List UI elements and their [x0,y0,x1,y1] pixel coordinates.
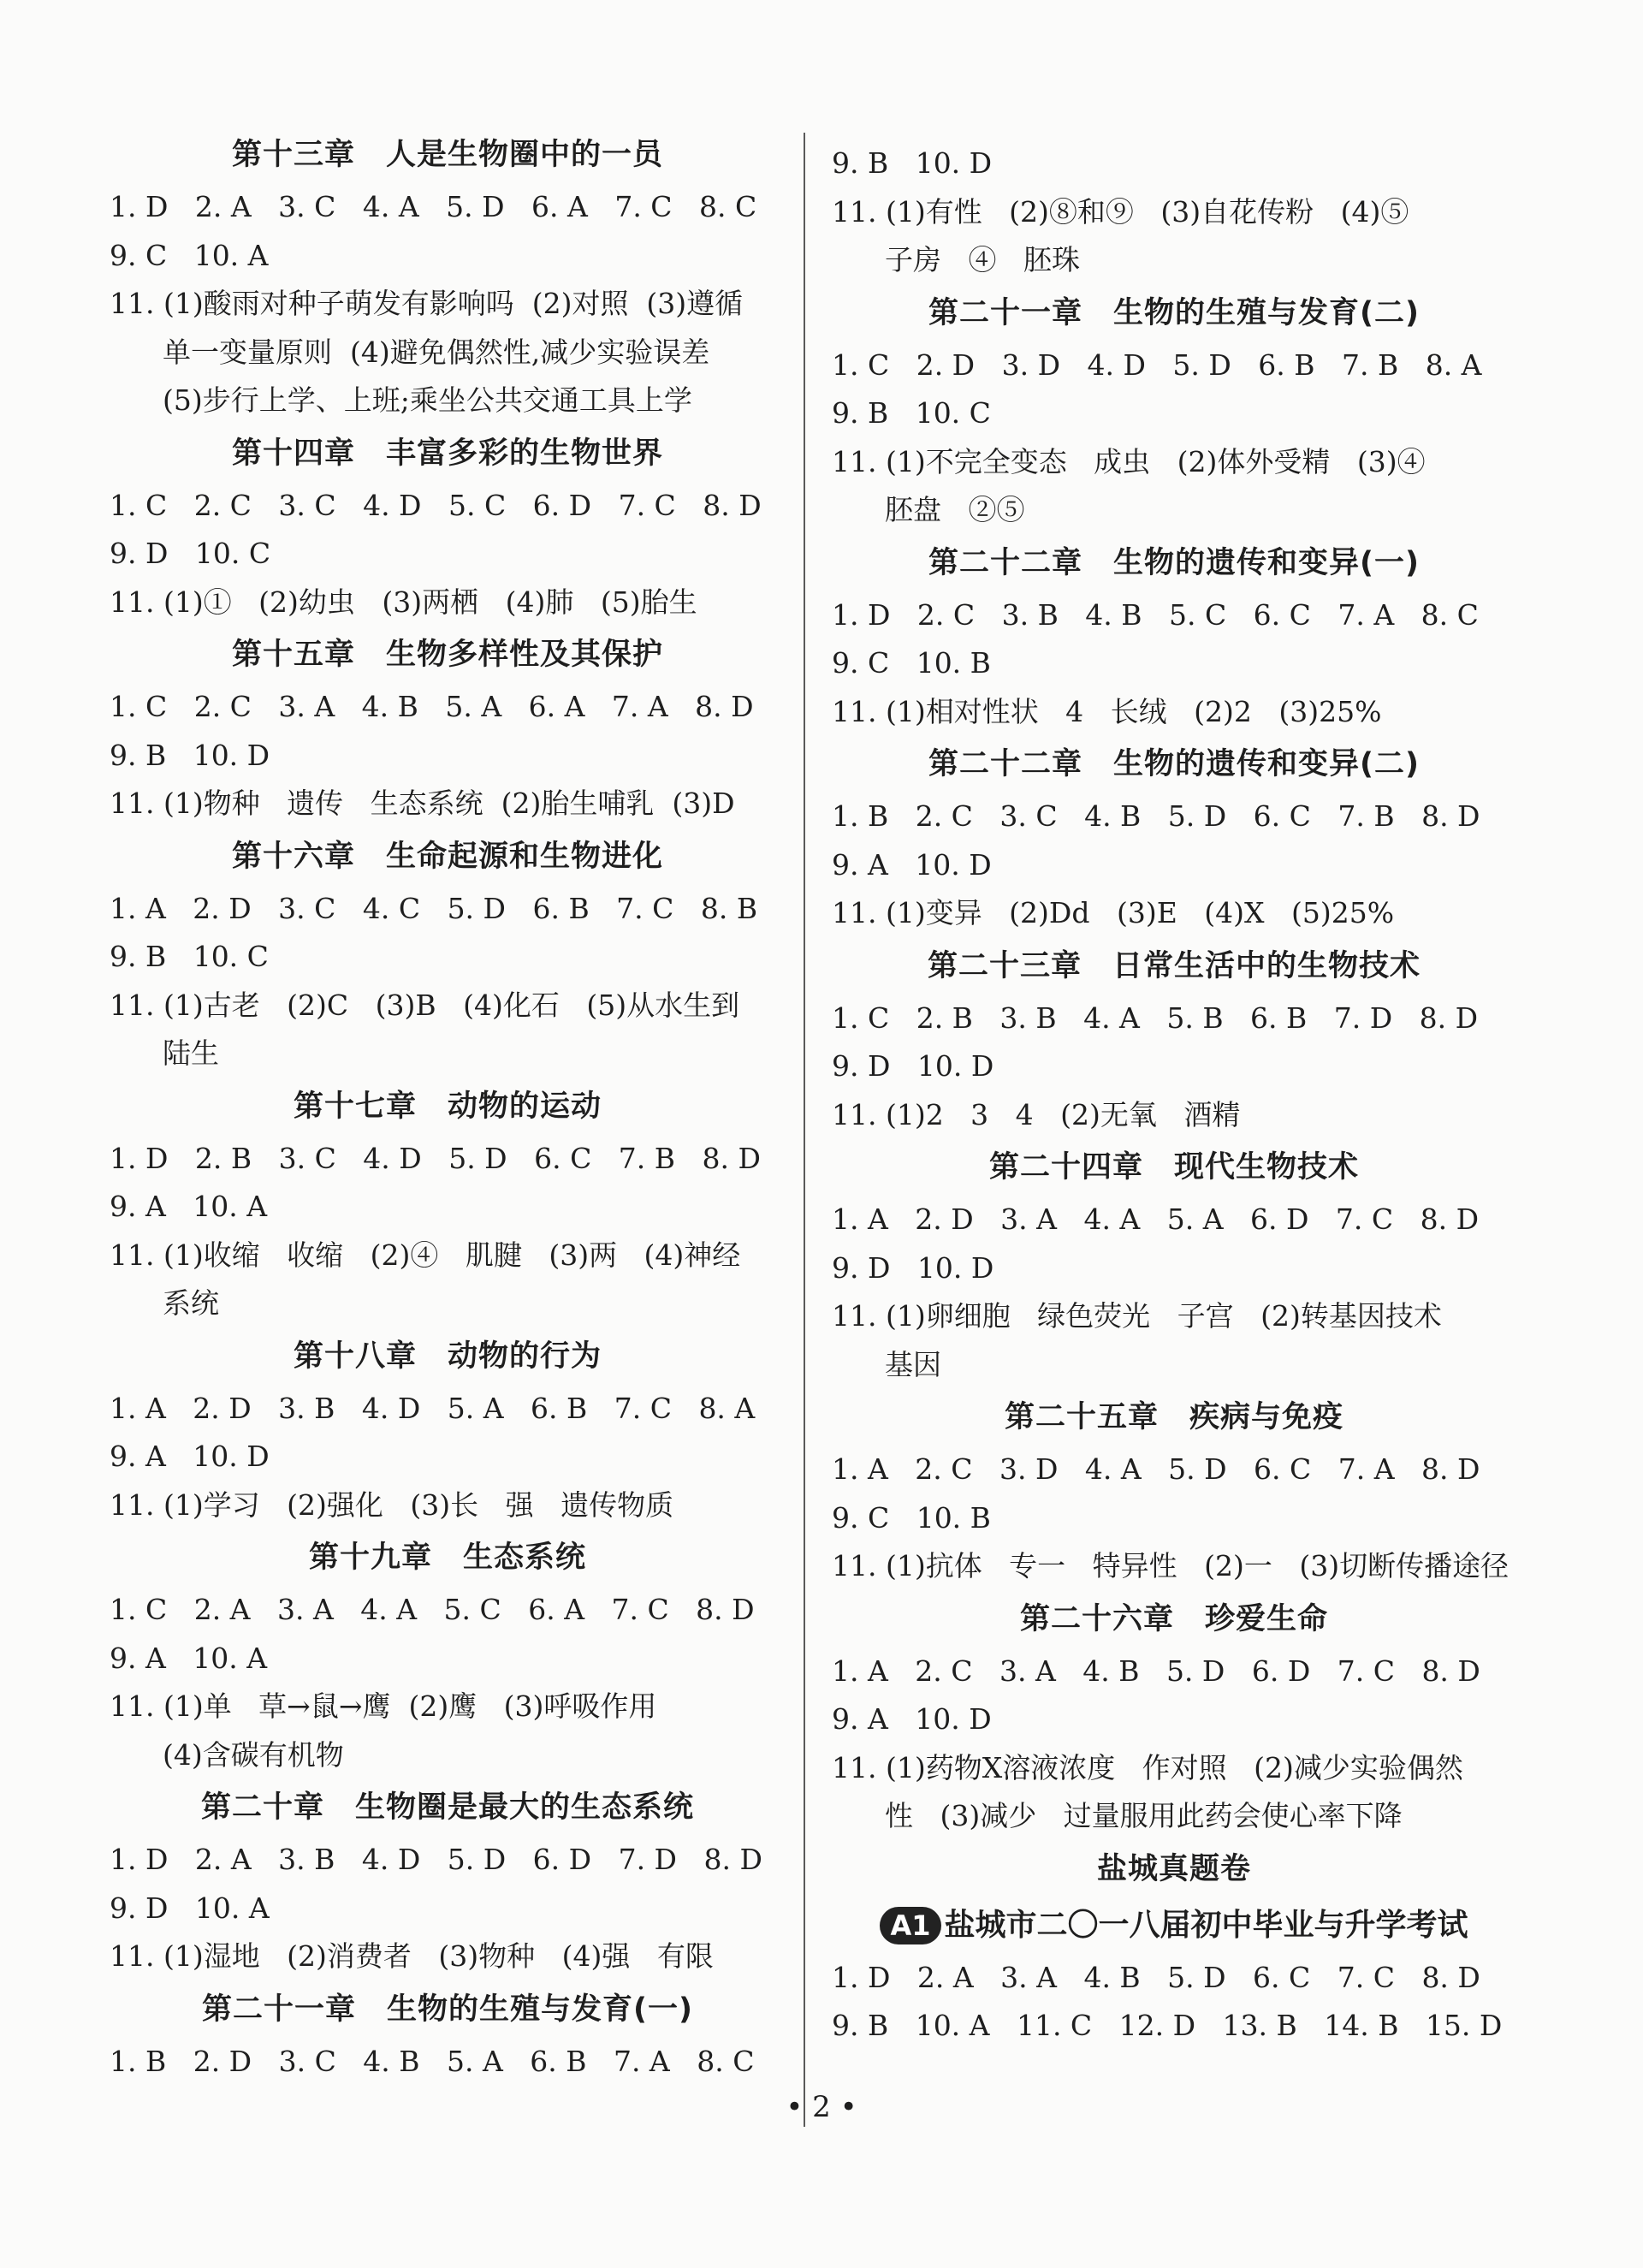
answer-line: 1. C 2. D 3. D 4. D 5. D 6. B 7. B 8. A [832,347,1482,382]
answer-line: 1. D 2. A 3. C 4. A 5. D 6. A 7. C 8. C [110,190,757,223]
chapter-title: 第二十三章 日常生活中的生物技术 [927,948,1421,983]
answer-line: 9. A 10. D [110,1440,270,1473]
exam-badge: A1 [880,1907,940,1944]
answer-line: 11. (1)不完全变态 成虫 (2)体外受精 (3)④ [832,444,1426,478]
answer-line: 11. (1)湿地 (2)消费者 (3)物种 (4)强 有限 [110,1939,714,1973]
answer-line: 11. (1)2 3 4 (2)无氧 酒精 [832,1097,1241,1131]
answer-line: 1. D 2. B 3. C 4. D 5. D 6. C 7. B 8. D [110,1141,761,1175]
chapter-title: 第二十二章 生物的遗传和变异(二) [928,747,1420,781]
answer-line: 9. B 10. C [110,940,269,973]
answer-line-continued: 子房 ④ 胚珠 [885,243,1080,276]
chapter-title: 第十五章 生物多样性及其保护 [231,638,663,672]
answer-line: 1. C 2. C 3. A 4. B 5. A 6. A 7. A 8. D [110,690,754,723]
left-column [110,127,786,2086]
answer-line: 11. (1)① (2)幼虫 (3)两栖 (4)肺 (5)胎生 [110,585,697,619]
chapter-title: 第十三章 人是生物圈中的一员 [231,138,663,172]
chapter-title: 第十八章 动物的行为 [293,1339,602,1374]
answer-line: 9. A 10. D [832,847,992,882]
answer-line: 9. D 10. D [832,1049,994,1083]
answer-line: 9. A 10. A [110,1190,268,1223]
answer-line: 9. B 10. C [832,396,991,430]
answer-line-continued: 基因 [885,1347,941,1381]
answer-line: 9. B 10. D [832,146,993,180]
answer-line: 9. A 10. D [832,1702,992,1736]
answer-line: 9. A 10. A [110,1641,268,1675]
answer-line: 1. A 2. D 3. A 4. A 5. A 6. D 7. C 8. D [832,1202,1480,1236]
answer-line-continued: 性 (3)减少 过量服用此药会使心率下降 [885,1799,1403,1832]
answer-line: 11. (1)抗体 专一 特异性 (2)一 (3)切断传播途径 [832,1549,1510,1582]
chapter-title: 盐城真题卷 [1096,1851,1251,1886]
answer-line-continued: 胚盘 ②⑤ [885,493,1025,526]
answer-line: 1. B 2. D 3. C 4. B 5. A 6. B 7. A 8. C [110,2044,755,2078]
chapter-title: 第二十二章 生物的遗传和变异(一) [928,545,1420,580]
answer-line: 11. (1)有性 (2)⑧和⑨ (3)自花传粉 (4)⑤ [832,194,1409,229]
chapter-title: 第二十四章 现代生物技术 [988,1150,1359,1184]
answer-line: 11. (1)物种 遗传 生态系统 (2)胎生哺乳 (3)D [110,787,735,820]
exam-title [832,1897,1516,1954]
answer-line: 11. (1)古老 (2)C (3)B (4)化石 (5)从水生到 [110,988,740,1022]
answer-line: 11. (1)酸雨对种子萌发有影响吗 (2)对照 (3)遵循 [110,287,744,320]
answer-line: 11. (1)卵细胞 绿色荧光 子宫 (2)转基因技术 [832,1299,1442,1333]
answer-line: 11. (1)相对性状 4 长绒 (2)2 (3)25% [832,694,1382,728]
chapter-title: 第十九章 生态系统 [308,1541,586,1575]
chapter-title: 第二十一章 生物的生殖与发育(一) [202,1992,693,2027]
answer-line: 1. A 2. D 3. C 4. C 5. D 6. B 7. C 8. B [110,891,758,925]
chapter-title: 第十六章 生命起源和生物进化 [231,839,663,874]
answer-line: 11. (1)变异 (2)Dd (3)E (4)X (5)25% [832,896,1395,929]
answer-line: 1. C 2. C 3. C 4. D 5. C 6. D 7. C 8. D [110,488,762,522]
answer-line: 9. D 10. A [110,1891,270,1925]
answer-line: 1. A 2. C 3. D 4. A 5. D 6. C 7. A 8. D [832,1452,1480,1486]
answer-line: 1. B 2. C 3. C 4. B 5. D 6. C 7. B 8. D [832,799,1480,833]
answer-line: 9. D 10. D [832,1250,994,1285]
page-number: • 2 • [786,2090,857,2124]
right-column [832,140,1516,2051]
answer-line-continued: 系统 [163,1286,219,1320]
chapter-title: 第二十五章 疾病与免疫 [1004,1400,1343,1434]
answer-line: 9. C 10. B [832,1500,991,1535]
answer-line-continued: 陆生 [163,1036,219,1070]
answer-line-continued: 单一变量原则 (4)避免偶然性,减少实验误差 [163,335,710,369]
answer-line: 9. C 10. A [110,238,269,272]
answer-line-continued: (5)步行上学、上班;乘坐公共交通工具上学 [163,383,692,417]
answer-line: 1. A 2. D 3. B 4. D 5. A 6. B 7. C 8. A [110,1391,756,1425]
answer-line: 11. (1)学习 (2)强化 (3)长 强 遗传物质 [110,1487,674,1522]
answer-line: 11. (1)单 草→鼠→鹰 (2)鹰 (3)呼吸作用 [110,1689,657,1723]
answer-line: 1. C 2. A 3. A 4. A 5. C 6. A 7. C 8. D [110,1593,755,1626]
answer-line: 11. (1)收缩 收缩 (2)④ 肌腱 (3)两 (4)神经 [110,1238,741,1272]
answer-line: 9. C 10. B [832,646,991,680]
chapter-title: 第二十章 生物圈是最大的生态系统 [200,1790,694,1825]
chapter-title: 第二十六章 珍爱生命 [1019,1601,1328,1636]
exam-title-text: 盐城市二〇一八届初中毕业与升学考试 [944,1907,1468,1943]
answer-line: 11. (1)药物X溶液浓度 作对照 (2)减少实验偶然 [832,1750,1463,1784]
answer-line: 1. D 2. A 3. B 4. D 5. D 6. D 7. D 8. D [110,1843,762,1876]
chapter-title: 第十七章 动物的运动 [293,1089,602,1124]
answer-line: 1. A 2. C 3. A 4. B 5. D 6. D 7. C 8. D [832,1654,1480,1688]
chapter-title: 第十四章 丰富多彩的生物世界 [231,436,663,471]
answer-line: 1. D 2. C 3. B 4. B 5. C 6. C 7. A 8. C [832,597,1479,632]
answer-line-continued: (4)含碳有机物 [163,1737,344,1772]
answer-line: 9. B 10. D [110,738,270,772]
column-divider [804,133,805,2127]
answer-line: 9. D 10. C [110,537,271,570]
answer-line: 9. B 10. A 11. C 12. D 13. B 14. B 15. D [832,2009,1503,2042]
answer-line: 1. C 2. B 3. B 4. A 5. B 6. B 7. D 8. D [832,1000,1479,1035]
answer-line: 1. D 2. A 3. A 4. B 5. D 6. C 7. C 8. D [832,1960,1480,1994]
chapter-title: 第二十一章 生物的生殖与发育(二) [928,295,1420,330]
